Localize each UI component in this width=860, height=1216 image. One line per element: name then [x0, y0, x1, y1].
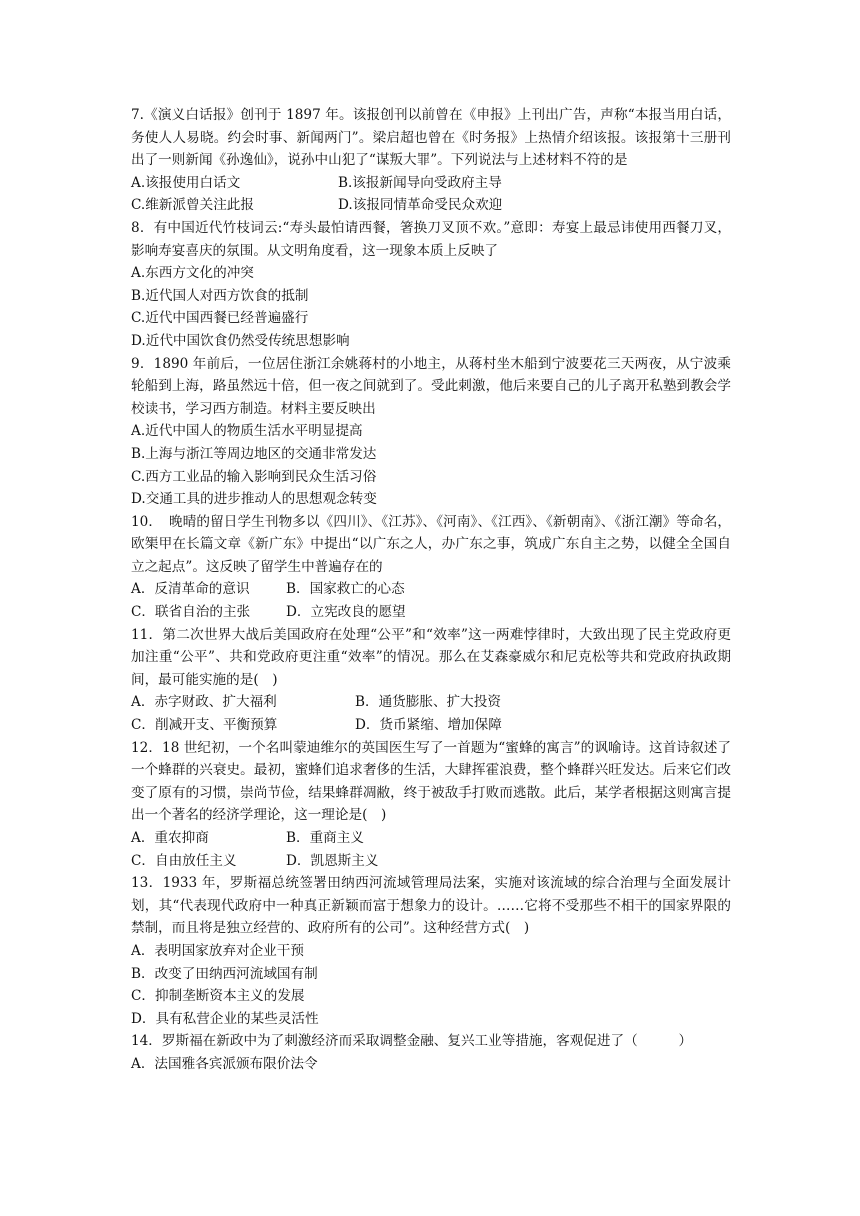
option-a: A.该报使用白话文: [131, 174, 241, 191]
question-list: [131, 104, 731, 1076]
option-a: A．重农抑商: [131, 830, 209, 846]
option-row: [131, 578, 731, 601]
option-row: [131, 827, 731, 850]
question-stem: 9．1890 年前后，一位居住浙江余姚蒋村的小地主，从蒋村坐木船到宁波要花三天两夜，从宁波乘轮船到上海，路虽然远十倍，但一夜之间就到了。受此刺激，他后来要自己的儿子离开私塾到教会学校读书，学习西方制造。材料主要反映出: [131, 355, 731, 417]
option-c: C.西方工业品的输入影响到民众生活习俗: [131, 468, 377, 485]
question-9: [131, 353, 731, 511]
option-c: C．自由放任主义: [131, 852, 237, 869]
option-c: C.近代中国西餐已经普遍盛行: [131, 310, 309, 327]
option-d: D.该报同情革命受民众欢迎: [338, 197, 503, 214]
option-row: [131, 172, 731, 195]
option-c: C．联省自治的主张: [131, 604, 251, 621]
option-a: A．反清革命的意识: [131, 581, 250, 598]
option-a: A．法国雅各宾派颁布限价法令: [131, 1055, 318, 1072]
option-row: [131, 714, 731, 737]
option-d: D．凯恩斯主义: [286, 852, 379, 869]
question-10: [131, 511, 731, 624]
question-stem: 12．18 世纪初，一个名叫蒙迪维尔的英国医生写了一首题为“蜜蜂的寓言”的讽喻诗。这首诗叙述了一个蜂群的兴衰史。最初，蜜蜂们追求奢侈的生活，大肆挥霍浪费，整个蜂群兴旺发达。后来它们改变了原有的习惯，崇尚节俭，结果蜂群凋敝，终于被敌手打败而逃散。此后，某学者根据这则寓言提出一个著名的经济学理论，这一理论是( ): [131, 739, 731, 824]
option-d: D．立宪改良的愿望: [286, 604, 406, 621]
question-stem: 11．第二次世界大战后美国政府在处理“公平”和“效率”这一两难悖律时，大致出现了民主党政府更加注重“公平”、共和党政府更注重“效率”的情况。那么在艾森豪威尔和尼克松等共和党政府执政期间，最可能实施的是( ): [131, 626, 731, 688]
question-12: [131, 737, 731, 873]
option-row: [131, 691, 731, 714]
question-7: [131, 104, 731, 217]
question-13: [131, 872, 731, 1030]
option-b: B．通货膨胀、扩大投资: [355, 694, 501, 711]
option-c: C.维新派曾关注此报: [131, 197, 254, 214]
question-stem: 8．有中国近代竹枝词云:“寿头最怕请西餐，箸换刀叉顶不欢。”意即：寿宴上最忌讳使用西餐刀叉，影响寿宴喜庆的氛围。从文明角度看，这一现象本质上反映了: [131, 219, 731, 259]
question-stem: 14．罗斯福在新政中为了刺激经济而采取调整金融、复兴工业等措施，客观促进了（ ）: [131, 1033, 693, 1050]
option-d: D．具有私营企业的某些灵活性: [131, 1010, 319, 1027]
option-b: B.该报新闻导向受政府主导: [338, 174, 502, 191]
option-b: B．国家救亡的心态: [286, 581, 405, 598]
option-row: [131, 850, 731, 873]
option-b: B．重商主义: [286, 830, 364, 846]
option-a: A.东西方文化的冲突: [131, 265, 254, 282]
question-stem: 13．1933 年，罗斯福总统签署田纳西河流域管理局法案，实施对该流域的综合治理与全面发展计划，其“代表现代政府中一种真正新颖而富于想象力的设计。……它将不受那些不相干的国家界限的禁制，而且将是独立经营的、政府所有的公司”。这种经营方式( ): [131, 875, 731, 937]
option-c: C．抑制垄断资本主义的发展: [131, 988, 305, 1005]
option-a: A．表明国家放弃对企业干预: [131, 942, 304, 959]
option-b: B．改变了田纳西河流域国有制: [131, 965, 318, 982]
question-11: [131, 624, 731, 737]
option-b: B.上海与浙江等周边地区的交通非常发达: [131, 445, 377, 462]
option-a: A．赤字财政、扩大福利: [131, 694, 277, 711]
question-8: [131, 217, 731, 353]
option-d: D．货币紧缩、增加保障: [355, 717, 502, 734]
option-d: D.交通工具的进步推动人的思想观念转变: [131, 491, 377, 508]
option-b: B.近代国人对西方饮食的抵制: [131, 287, 309, 304]
option-row: [131, 194, 731, 217]
question-stem: 7.《演义白话报》创刊于 1897 年。该报创刊以前曾在《申报》上刊出广告，声称“本报当用白话，务使人人易晓。约会时事、新闻两门”。梁启超也曾在《时务报》上热情介绍该报。该报第十三册刊出了一则新闻《孙逸仙》，说孙中山犯了“谋叛大罪”。下列说法与上述材料不符的是: [131, 107, 731, 169]
option-c: C．削减开支、平衡预算: [131, 717, 278, 734]
option-row: [131, 601, 731, 624]
question-stem: 10． 晚晴的留日学生刊物多以《四川》、《江苏》、《河南》、《江西》、《新朝南》、《浙江潮》等命名，欧榘甲在长篇文章《新广东》中提出“以广东之人，办广东之事，筑成广东自主之势，以健全全国自立之起点”。这反映了留学生中普遍存在的: [131, 513, 731, 575]
option-d: D.近代中国饮食仍然受传统思想影响: [131, 332, 350, 349]
option-a: A.近代中国人的物质生活水平明显提高: [131, 423, 363, 440]
question-14: [131, 1030, 731, 1075]
